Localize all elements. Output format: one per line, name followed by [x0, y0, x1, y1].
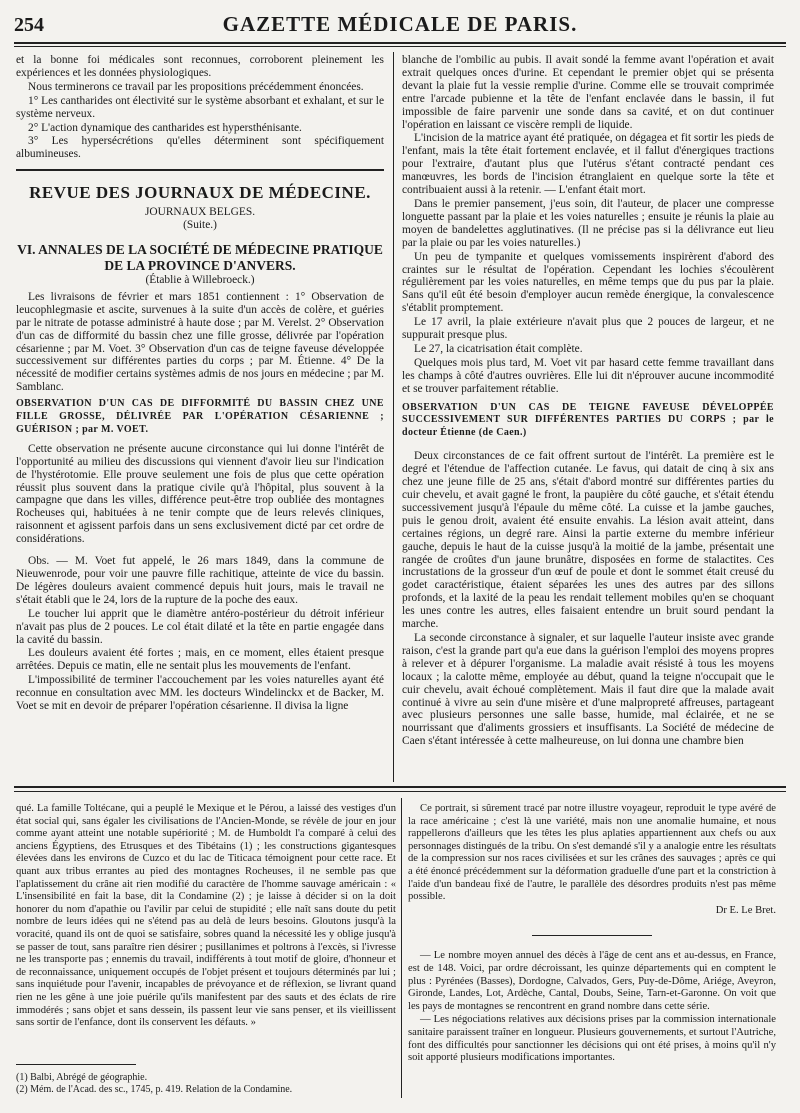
feuilleton-left-column [16, 803, 396, 1031]
paragraph: L'incision de la matrice ayant été pratiquée, on dégagea et fit sortir les pieds de l'enfant, mais la tête était fortement enclavée, et il fallut d'énergiques tractions pour l'extraire, d'autant plus que l'utérus s'étant contracté pendant ces manœuvres, les bords de l'incision étranglaient en quelque sorte la tête et contribuaient aussi à la retenir. — L'enfant était mort. [402, 132, 774, 197]
column-divider-bottom [401, 798, 402, 1098]
paragraph: La seconde circonstance à signaler, et sur laquelle l'auteur insiste avec grande raison, c'est la grande part qu'a eue dans la guérison l'emploi des moyens propres à relever et à dépurer l'organisme. La maladie avait résisté à tous les moyens locaux ; la calotte même, employée au début, quand la teigne n'occupait que le cuir chevelu, avait échoué complètement. Mais il faut dire que la malade avait continué à vivre au sein d'une misère et d'une malpropreté affreuses, partageant avec plusieurs personnes une salle basse, humide, mal éclairée, et ne se nourrissant que d'aliments grossiers et insuffisants. La Société de médecine de Caen s'étant intéressée à cette malheureuse, on lui donna une chambre bien [402, 631, 774, 748]
feuilleton-right-column [408, 803, 776, 1066]
paragraph: Obs. — M. Voet fut appelé, le 26 mars 1849, dans la commune de Nieuwenrode, pour voir une pauvre fille rachitique, atteinte de vice du bassin. De légères douleurs avaient commencé depuis huit jours, mais le travail ne s'était établi que le 24, lors de la rupture de la poche des eaux. [16, 555, 384, 606]
paragraph: Cette observation ne présente aucune circonstance qui lui donne l'intérêt de l'opportunité au milieu des discussions qui viennent d'avoir lieu sur l'indication de l'hystérotomie. Elle prouve seulement une fois de plus que cette opération réussit plus souvent dans la pratique civile qu'à l'hôpital, plus souvent à la campagne que dans les villes, différence peut-être trop oubliée des montagnes Rocheuses qui, habituées à ne tenir compte que de leurs relevés cliniques, raisonnent et agissent parfois dans un sens exclusivement dicté par cet ordre de considérations. [16, 442, 384, 546]
paragraph: Les douleurs avaient été fortes ; mais, en ce moment, elles étaient presque arrêtées. Depuis ce matin, elle ne sentait plus les mouvements de l'enfant. [16, 647, 384, 673]
footnote-rule [16, 1064, 136, 1065]
paragraph: Quelques mois plus tard, M. Voet vit par hasard cette femme travaillant dans les champs à côté d'autres ouvrières. Elle lui dit n'éprouver aucune incommodité et se trouver parfaitement rétablie. [402, 356, 774, 395]
paragraph: — Les négociations relatives aux décisions prises par la commission internationale sanitaire paraissent traîner en longueur. Plusieurs gouvernements, et surtout l'Autriche, font des difficultés pour sanctionner les décisions qui ont été prises, à moins qu'il n'y soit apporté plusieurs modifications importantes. [408, 1014, 776, 1064]
left-column [16, 54, 384, 714]
feuilleton-rule [14, 786, 786, 788]
paragraph: blanche de l'ombilic au pubis. Il avait sondé la femme avant l'opération et avait extrait quelques onces d'urine. Et cependant le premier objet qui se présenta devant la plaie fut la vessie remplie d'urine. Comme elle se trouvait comprimée entre l'arcade pubienne et la tête de l'enfant enclavée dans le bassin, il fut impossible de faire parvenir une sonde dans sa cavité, et on dut continuer l'opération en laissant ce viscère rempli de liquide. [402, 54, 774, 131]
paragraph: 1° Les cantharides ont électivité sur le système absorbant et exhalant, et sur le système nerveux. [16, 94, 384, 120]
page-number: 254 [14, 14, 44, 36]
paragraph: Le toucher lui apprit que le diamètre antéro-postérieur du détroit inférieur n'avait pas plus de 2 pouces. Le col était dilaté et la tête en partie engagée dans la cavité du bassin. [16, 607, 384, 646]
footnotes [16, 1072, 396, 1096]
suite-note: (Suite.) [183, 219, 217, 232]
paragraph: Les livraisons de février et mars 1851 contiennent : 1° Observation de leucophlegmasie et ascite, survenues à la suite d'un accès de colère, et guéries par le nitrate de potasse administré à haute dose ; par M. Verelst. 2° Observation d'un cas de difformité du bassin chez une fille grosse, délivrée par l'opération césarienne ; par M. Voet. 3° Observation d'un cas de teigne faveuse développée successivement sur différentes parties du corps ; par M. Étienne. 4° De la nécessité de modifier certains systèmes admis de nos jours en médecine ; par M. Samblanc. [16, 290, 384, 394]
section-rule [16, 169, 384, 171]
paragraph: qué. La famille Toltécane, qui a peuplé le Mexique et le Pérou, a laissé des vestiges d'un état social qui, sans égaler les civilisations de l'Ancien-Monde, se révèle de jour en jour comme ayant atteint une notable supériorité ; M. de Humboldt l'a comparé à celui des anciens Égyptiens, des Etrusques et des Tibétains (1) ; les constructions gigantesques élevées dans les environs de Cuzco et du lac de Titicaca témoignent pour cette race. Et quant aux tribus errantes au pied des montagnes Rocheuses, il ne semble pas que l'aplatissement du crâne ait rien modifié du caractère de l'homme sauvage américain : « L'insensibilité en fait la base, dit la Condamine (2) ; je laisse à décider si on la doit honorer du nom d'apathie ou l'avilir par celui de stupidité ; elle naît sans doute du petit nombre de leurs idées qui ne s'étend pas au delà de leurs besoins. Gloutons jusqu'à la voracité, quand ils ont de quoi se satisfaire, sobres quand la nécessité les y oblige jusqu'à se passer de tout, sans paraître rien désirer ; pusillanimes et poltrons à l'excès, si l'ivresse ne les transporte pas ; ennemis du travail, indifférents à tout motif de gloire, d'honneur et de reconnaissance, uniquement occupés de l'objet présent et toujours déterminés par lui ; sans inquiétude pour l'avenir, incapables de prévoyance et de réflexion, se livrant quand rien ne les gêne à une joie puérile qu'ils manifestent par des sauts et des éclats de rire immodérés ; sans objet et sans dessein, ils passent leur vie sans penser, et ils vieillissent sans sortir de l'enfance, dont ils conservent les défauts. » [16, 803, 396, 1029]
feuilleton-rule-thin [14, 791, 786, 792]
separator-rule [532, 935, 652, 936]
right-column [402, 54, 774, 749]
paragraph: — Le nombre moyen annuel des décès à l'âge de cent ans et au-dessus, en France, est de 148. Voici, par ordre décroissant, les quinze départements qui en comptent le plus : Pyrénées (Basses), Dordogne, Calvados, Gers, Puy-de-Dôme, Ariége, Aveyron, Gironde, Landes, Lot, Ardèche, Cantal, Doubs, Seine, Tarn-et-Garonne. On voit que les pays de montagnes se rencontrent en grand nombre dans cette série. [408, 950, 776, 1012]
article-subtitle: (Établie à Willebroeck.) [145, 273, 255, 286]
paragraph: Un peu de tympanite et quelques vomissements inspirèrent d'abord des craintes sur le résultat de l'opération. Cependant les lochies s'écoulèrent régulièrement par les voies naturelles, en même temps que du pus par la plaie. Sans qu'il eût été besoin d'employer aucun remède énergique, la convalescence s'établit promptement. [402, 250, 774, 315]
section-heading: REVUE DES JOURNAUX DE MÉDECINE. [29, 183, 371, 203]
paragraph: et la bonne foi médicales sont reconnues, corroborent pleinement les expériences et les données physiologiques. [16, 54, 384, 79]
header-rule-thin [14, 46, 786, 47]
footnote: (1) Balbi, Abrégé de géographie. [16, 1072, 148, 1083]
paragraph: Le 17 avril, la plaie extérieure n'avait plus que 2 pouces de largeur, et ne suppurait presque plus. [402, 316, 774, 342]
journal-title: GAZETTE MÉDICALE DE PARIS. [222, 12, 578, 36]
observation-title: OBSERVATION D'UN CAS DE DIFFORMITÉ DU BASSIN CHEZ UNE FILLE GROSSE, DÉLIVRÉE PAR L'OPÉRATION CÉSARIENNE ; GUÉRISON ; par M. VOET. [16, 398, 384, 435]
column-divider-top [393, 52, 394, 782]
paragraph: 2° L'action dynamique des cantharides est hypersthénisante. [28, 121, 302, 134]
page-header [14, 10, 786, 40]
paragraph: L'impossibilité de terminer l'accouchement par les voies naturelles ayant été reconnue en consultation avec MM. les docteurs Windelinckx et de Backer, M. Voet se mit en devoir de préparer l'opération césarienne. Il divisa la ligne [16, 674, 384, 713]
paragraph: 3° Les hypersécrétions qu'elles déterminent sont spécifiquement albumineuses. [16, 135, 384, 161]
paragraph: Le 27, la cicatrisation était complète. [414, 342, 583, 355]
subheading: JOURNAUX BELGES. [144, 206, 256, 219]
paragraph: Nous terminerons ce travail par les propositions précédemment énoncées. [28, 80, 364, 93]
header-rule [14, 42, 786, 44]
paragraph: Ce portrait, si sûrement tracé par notre illustre voyageur, reproduit le type avéré de la race américaine ; c'est là une variété, mais non une anomalie humaine, et nous rappellerons d'ailleurs que les têtes les plus aplaties appartiennent aux chefs ou aux personnages distingués de la tribu. On s'est demandé s'il y a analogie entre les résultats de la compression sur nos races civilisées et sur les crânes des sauvages ; après ce qui a été énoncé précédemment sur la déformation graduelle d'une part et la constriction à l'aide d'un bandeau fixé de l'autre, le parallèle des désordres produits n'est pas même possible. [408, 803, 776, 903]
paragraph: Deux circonstances de ce fait offrent surtout de l'intérêt. La première est le degré et l'étendue de l'affection cutanée. Le favus, qui datait de cinq à six ans chez une jeune fille de 25 ans, s'était d'abord montré sur différentes parties du cuir chevelu, et avait gagné le front, la paupière du côté gauche, et s'était étendu successivement jusqu'à l'épaule du même côté. La cuisse et la jambe gauches, puis le genou droit, avaient été ensuite envahis. La lésion avait atteint, dans certaines régions, un degré rare. Ainsi la partie externe du membre inférieur gauche, depuis le haut de la cuisse jusqu'à la moitié de la jambe, présentait une rangée de croûtes d'un jaune brunâtre, disposées en forme de stalactites. Ces incrustations de la grosseur d'un œuf de poule et dont le sommet était creusé du godet caractéristique, étaient séparées les unes des autres par des sillons profonds, et la laxité de la peau les rendait tellement mobiles qu'en se choquant les unes contre les autres, elles faisaient entendre un bruit sourd pendant la marche. [402, 450, 774, 631]
spacer [16, 547, 384, 555]
paragraph: Dans le premier pansement, j'eus soin, dit l'auteur, de placer une compresse longuette passant par la plaie et les voies naturelles ; ensuite je réunis la plaie au moyen de bandelettes agglutinatives. (Il ne précise pas si la délivrance eut lieu par la plaie ou par les voies naturelles.) [402, 197, 774, 249]
article-title: VI. ANNALES DE LA SOCIÉTÉ DE MÉDECINE PRATIQUE DE LA PROVINCE D'ANVERS. [17, 241, 383, 273]
author-signature: Dr E. Le Bret. [715, 904, 776, 916]
observation-title: OBSERVATION D'UN CAS DE TEIGNE FAVEUSE DÉVELOPPÉE SUCCESSIVEMENT SUR DIFFÉRENTES PARTIES DU CORPS ; par le docteur Étienne (de Caen.) [402, 401, 774, 439]
footnote: (2) Mém. de l'Acad. des sc., 1745, p. 419. Relation de la Condamine. [16, 1084, 293, 1095]
